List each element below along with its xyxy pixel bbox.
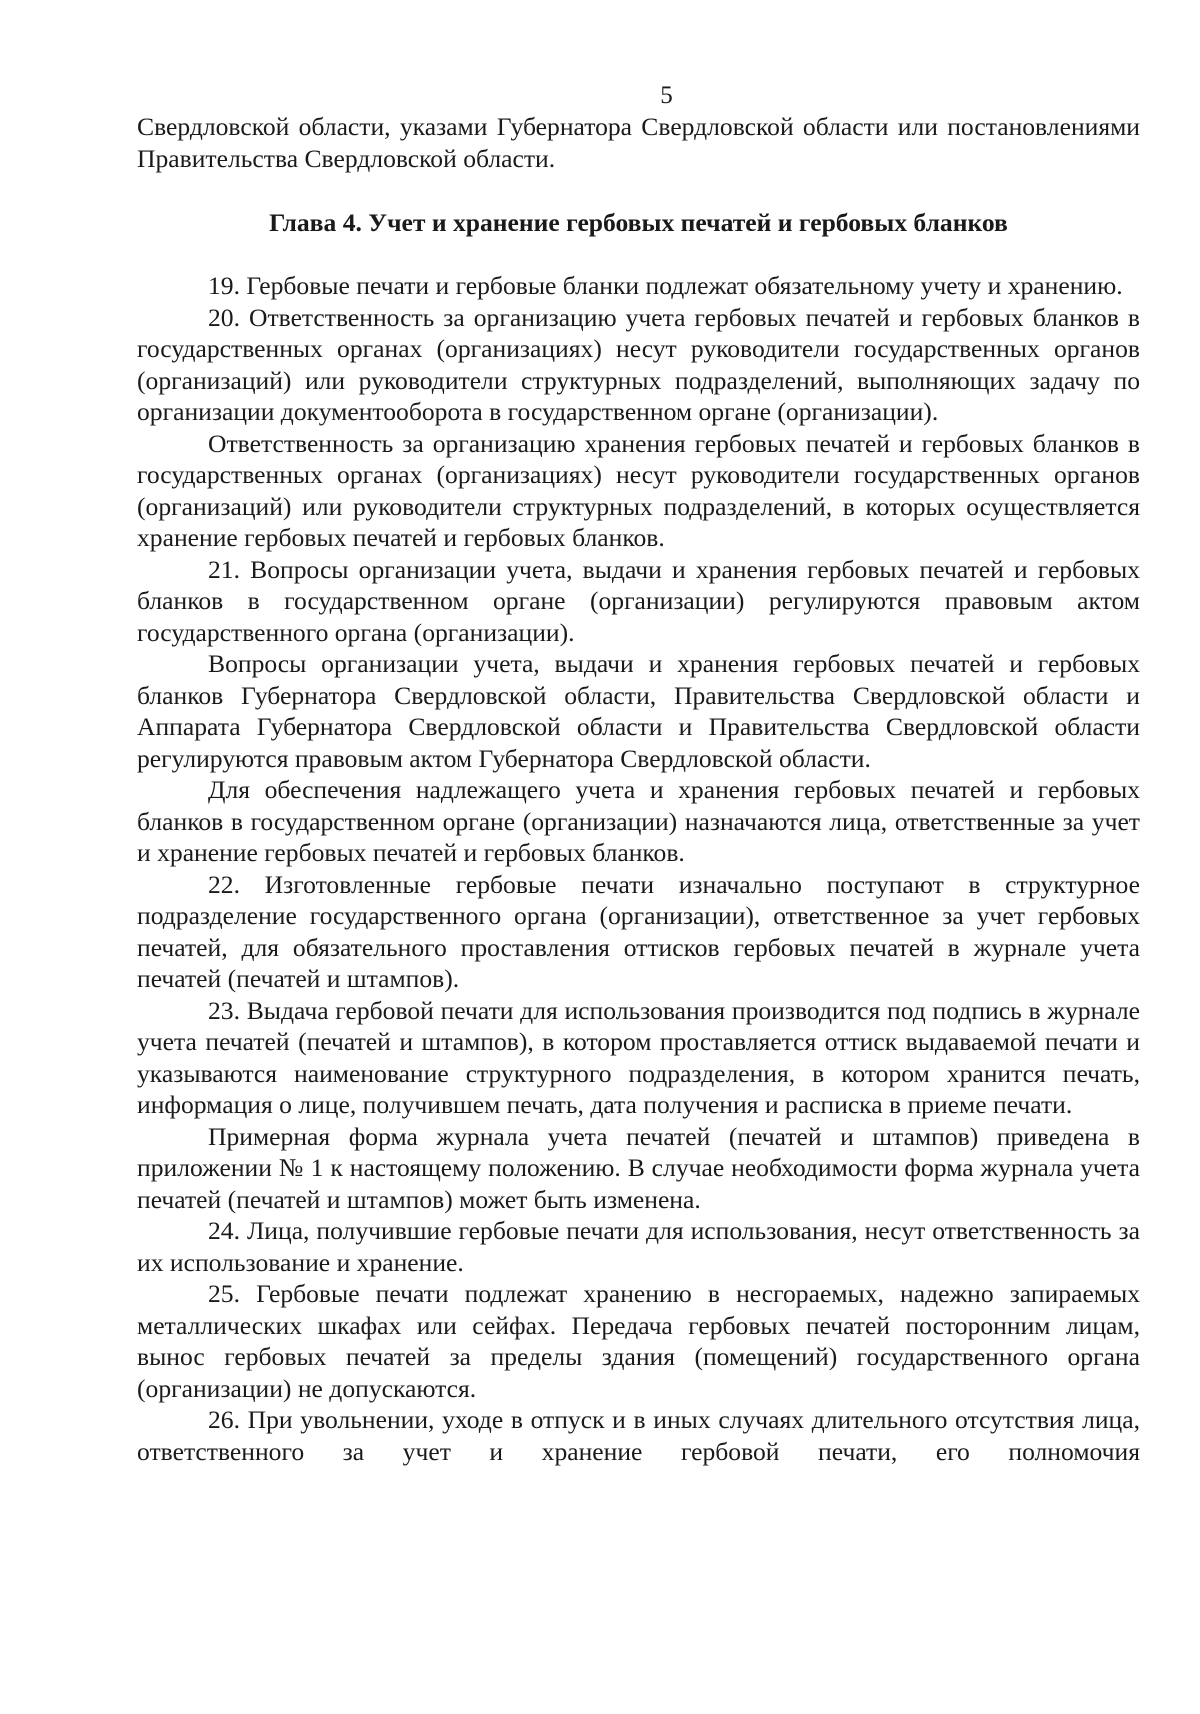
paragraph-20: 20. Ответственность за организацию учета гербовых печатей и гербовых бланков в государственных органах (организациях) несут руководители государственных органов (организаций) или руководители структурных подразделений, выполняющих задачу по организации документооборота в государственном органе (организации). [137,302,1140,426]
page-number [137,80,1140,111]
paragraph-21: 21. Вопросы организации учета, выдачи и хранения гербовых печатей и гербовых бланков в государственном органе (организации) регулируются правовым актом государственного органа (организации). [137,554,1140,647]
paragraph-intro: Свердловской области, указами Губернатора Свердловской области или постановлениями Правительства Свердловской области. [137,112,1140,173]
paragraph-23-form: Примерная форма журнала учета печатей (печатей и штампов) приведена в приложении № 1 к настоящему положению. В случае необходимости форма журнала учета печатей (печатей и штампов) может быть изменена. [137,1121,1140,1214]
paragraph-24: 24. Лица, получившие гербовые печати для использования, несут ответственность за их использование и хранение. [137,1216,1140,1277]
paragraph-26: 26. При увольнении, уходе в отпуск и в иных случаях длительного отсутствия лица, ответственного за учет и хранение гербовой печати, его полномочия [137,1405,1140,1466]
paragraph-21-governor: Вопросы организации учета, выдачи и хранения гербовых печатей и гербовых бланков Губернатора Свердловской области, Правительства Свердловской области и Аппарата Губернатора Свердловской области и Правительства Свердловской области регулируются правовым актом Губернатора Свердловской области. [137,649,1140,773]
paragraph-25: 25. Гербовые печати подлежат хранению в несгораемых, надежно запираемых металлических шкафах или сейфах. Передача гербовых печатей посторонним лицам, вынос гербовых печатей за пределы здания (помещений) государственного органа (организации) не допускаются. [137,1279,1140,1403]
paragraph-23: 23. Выдача гербовой печати для использования производится под подпись в журнале учета печатей (печатей и штампов), в котором проставляется оттиск выдаваемой печати и указываются наименование структурного подразделения, в котором хранится печать, информация о лице, получившем печать, дата получения и расписка в приеме печати. [137,995,1140,1119]
paragraph-20-storage: Ответственность за организацию хранения гербовых печатей и гербовых бланков в государственных органах (организациях) несут руководители государственных органов (организаций) или руководители структурных подразделений, в которых осуществляется хранение гербовых печатей и гербовых бланков. [137,428,1140,552]
paragraph-22: 22. Изготовленные гербовые печати изначально поступают в структурное подразделение государственного органа (организации), ответственное за учет гербовых печатей, для обязательного проставления оттисков гербовых печатей в журнале учета печатей (печатей и штампов). [137,869,1140,993]
paragraph-19: 19. Гербовые печати и гербовые бланки подлежат обязательному учету и хранению. [208,271,1123,300]
paragraph-21-responsible: Для обеспечения надлежащего учета и хранения гербовых печатей и гербовых бланков в государственном органе (организации) назначаются лица, ответственные за учет и хранение гербовых печатей и гербовых бланков. [137,775,1140,867]
page-number-text: 5 [660,82,673,109]
chapter-heading: Глава 4. Учет и хранение гербовых печатей и гербовых бланков [269,208,1008,237]
